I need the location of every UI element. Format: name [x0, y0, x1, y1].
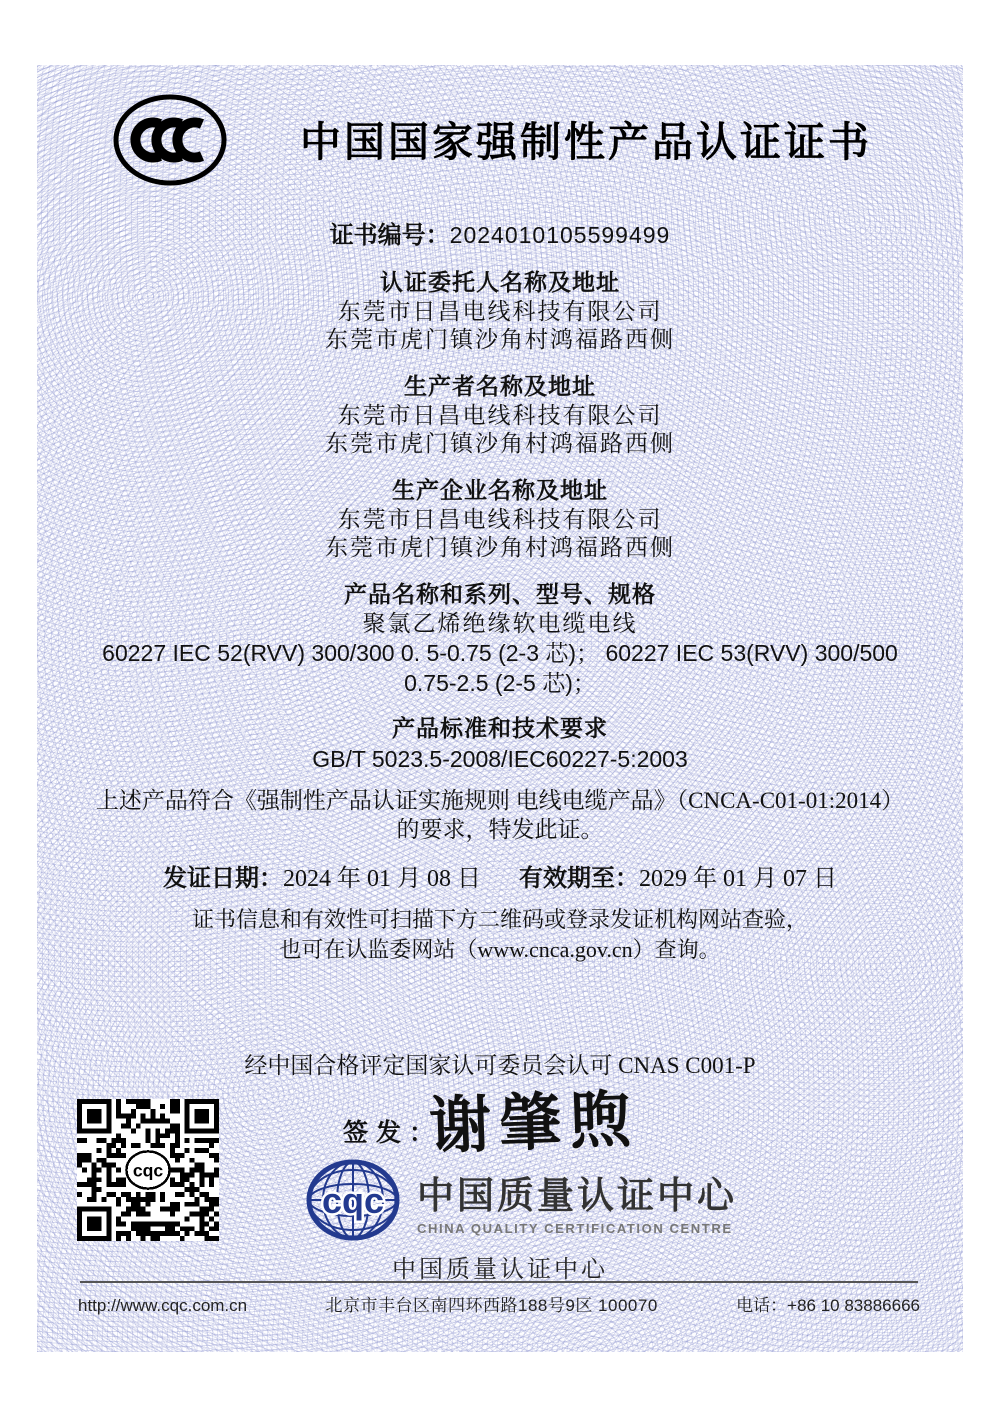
section-heading-producer: 生产者名称及地址 [404, 374, 596, 399]
product-name: 聚氯乙烯绝缘软电缆电线 [362, 611, 638, 636]
certificate-page [37, 65, 963, 1352]
product-spec-line1: 60227 IEC 52(RVV) 300/300 0. 5-0.75 (2-3 芯)； 60227 IEC 53(RVV) 300/500 [102, 640, 898, 666]
verification-line2: 也可在认监委网站（www.cnca.gov.cn）查询。 [279, 937, 721, 962]
applicant-name: 东莞市日昌电线科技有限公司 [337, 299, 663, 324]
cqc-name-english: CHINA QUALITY CERTIFICATION CENTRE [417, 1220, 733, 1236]
footer-divider [80, 1281, 918, 1283]
qr-code-image [77, 1099, 219, 1241]
footer-organization: 中国质量认证中心 [392, 1256, 608, 1283]
producer-address: 东莞市虎门镇沙角村鸿福路西侧 [325, 431, 675, 456]
cqc-name-chinese: 中国质量认证中心 [417, 1174, 737, 1216]
certificate-body [37, 215, 963, 965]
section-heading-standard: 产品标准和技术要求 [392, 716, 608, 741]
footer-url: http://www.cqc.com.cn [78, 1296, 248, 1315]
page-title: 中国国家强制性产品认证证书 [300, 119, 872, 165]
svg-text:cqc: cqc [132, 1160, 164, 1181]
signature-handwritten: 谢肇煦 [427, 1082, 641, 1163]
cqc-globe-letters: cqc [321, 1180, 385, 1221]
footer-contact-row [78, 1291, 920, 1316]
standard-value: GB/T 5023.5-2008/IEC60227-5:2003 [312, 746, 688, 772]
certificate-number-line [37, 215, 963, 250]
applicant-address: 东莞市虎门镇沙角村鸿福路西侧 [325, 327, 675, 352]
section-heading-applicant: 认证委托人名称及地址 [380, 270, 620, 295]
footer-address: 北京市丰台区南四环西路188号9区 100070 [325, 1296, 658, 1315]
compliance-line1: 上述产品符合《强制性产品认证实施规则 电线电缆产品》（CNCA-C01-01:2014） [95, 788, 905, 813]
factory-name: 东莞市日昌电线科技有限公司 [337, 507, 663, 532]
footer-phone: 电话：+86 10 83886666 [736, 1296, 920, 1315]
producer-name: 东莞市日昌电线科技有限公司 [337, 403, 663, 428]
qr-code [77, 1099, 219, 1241]
certificate-number-value: 2024010105599499 [449, 222, 671, 248]
expiry-date-value: 2029 年 01 月 07 日 [639, 866, 837, 892]
certificate-number-label: 证书编号： [329, 223, 450, 249]
signed-by-label: 签发： [343, 1120, 443, 1147]
product-spec-line2: 0.75-2.5 (2-5 芯)； [404, 670, 596, 696]
expiry-date-label: 有效期至： [519, 866, 639, 892]
factory-address: 东莞市虎门镇沙角村鸿福路西侧 [325, 535, 675, 560]
date-line [37, 858, 963, 893]
section-heading-product: 产品名称和系列、型号、规格 [344, 582, 656, 607]
cqc-globe-icon [305, 1157, 401, 1243]
compliance-statement [37, 786, 963, 844]
cqc-logo-block [305, 1157, 737, 1243]
compliance-line2: 的要求，特发此证。 [396, 817, 604, 842]
issue-date-label: 发证日期： [163, 866, 283, 892]
verification-line1: 证书信息和有效性可扫描下方二维码或登录发证机构网站查验， [191, 907, 808, 932]
issue-date-value: 2024 年 01 月 08 日 [283, 866, 481, 892]
cnas-accreditation-line: 经中国合格评定国家认可委员会认可 CNAS C001-P [244, 1053, 756, 1078]
ccc-mark-icon [111, 93, 229, 187]
verification-note [37, 905, 963, 965]
section-heading-factory: 生产企业名称及地址 [392, 478, 608, 503]
